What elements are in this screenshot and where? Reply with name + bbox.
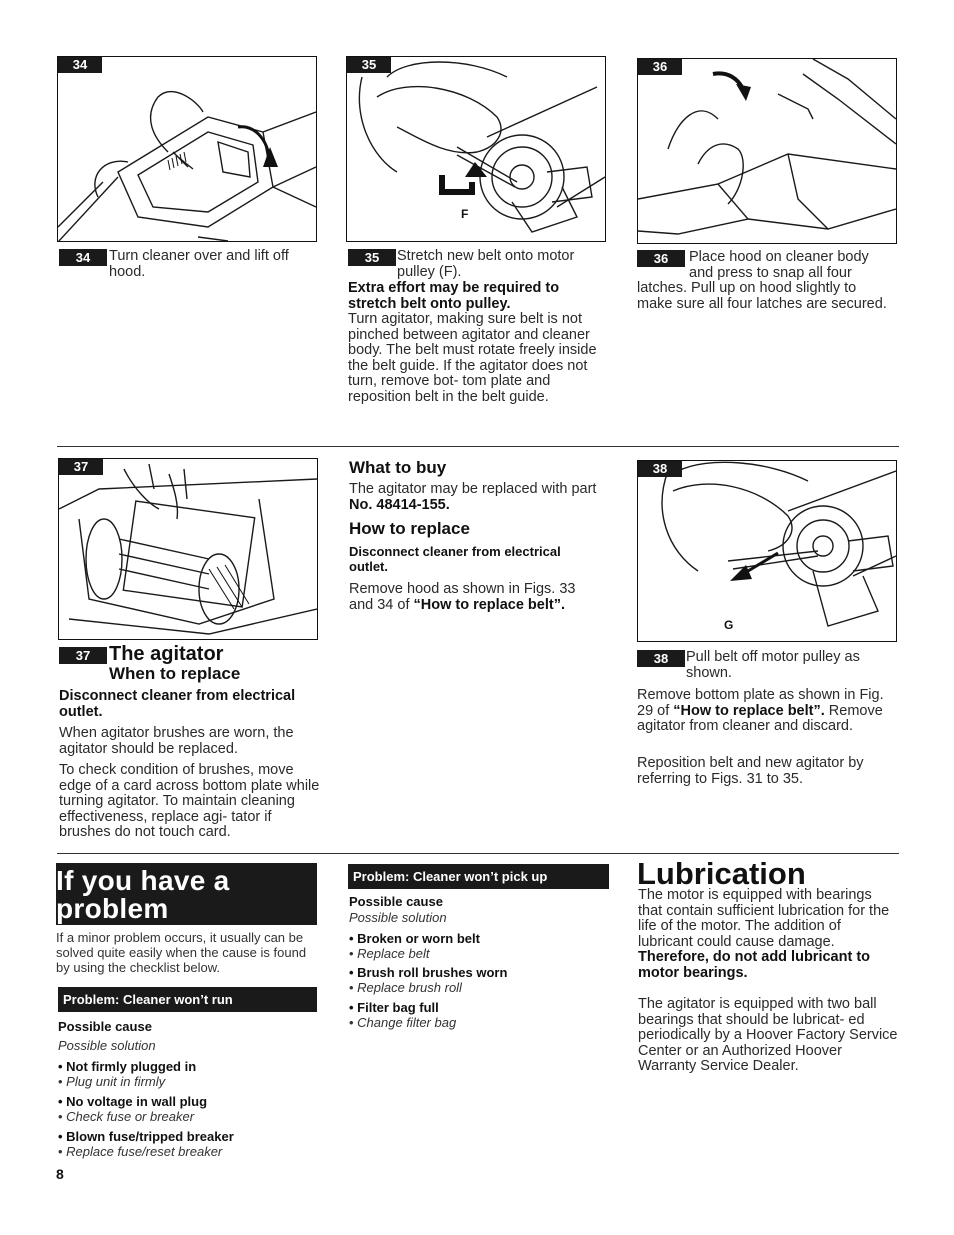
agitator-title: The agitator [109,643,224,665]
run-bullet-1: • [58,1074,67,1089]
figure-number: 35 [347,57,391,73]
figure-38 [637,460,897,642]
caption-34-number: 34 [59,249,107,266]
lubrication-title: Lubrication [637,856,806,891]
motor-pulley-illustration [347,57,605,241]
pick-bullet-1: • [349,946,358,961]
agitator-card-check-illustration [59,459,317,639]
page-number: 8 [56,1166,64,1182]
figure-37 [58,458,318,640]
figure-number: 36 [638,59,682,75]
figure-number: 34 [58,57,102,73]
pick-solution-label: Possible solution [349,910,447,925]
figure-35 [346,56,606,242]
agitator-p1: When agitator brushes are worn, the agitator should be replaced. [59,725,294,757]
figure-34 [57,56,317,242]
run-solution-2: Check fuse or breaker [66,1109,195,1124]
agitator-warning: Disconnect cleaner from electrical outlet. [59,688,296,720]
hood-replacement-illustration [638,59,896,243]
caption-34-text: Turn cleaner over and lift off hood. [109,248,289,280]
caption-36-text: Place hood on cleaner body and press to snap all four latches. Pull up on hood slightly to make sure all four latches are secured. [637,249,887,312]
cleaner-hood-illustration [58,57,316,241]
pick-cause-1: • Broken or worn belt [349,931,480,946]
caption-35-number: 35 [348,249,396,266]
pick-item-1 [349,931,609,961]
problem-intro: If a minor problem occurs, it usually can be solved quite easily when the cause is found by using the checklist below. [56,930,307,975]
run-cause-label: Possible cause [58,1019,152,1034]
caption-35-bold: Extra effort may be required to stretch belt onto pulley. [348,280,560,312]
lubrication-p2: The agitator is equipped with two ball bearings that should be lubricat- ed periodically by a Hoover Factory Service Center or an Authorized Hoover Warranty Service Dealer. [638,996,898,1075]
figure-number: 37 [59,459,103,475]
lubrication-p1 [638,888,896,982]
caption-38-p1 [637,688,895,735]
caption-38-text: Pull belt off motor pulley as shown. [686,649,860,681]
caption-35-text: Stretch new belt onto motor pulley (F). [397,248,575,280]
caption-36-number: 36 [637,250,685,267]
pick-bullet-3: • [349,1015,358,1030]
part-number: No. 48414-155. [349,496,450,513]
section-divider-2 [57,853,899,854]
figure-label-g: G [724,618,734,632]
how-to-replace-text [349,582,599,613]
run-item-2 [58,1094,318,1124]
problem-pick-header: Problem: Cleaner won’t pick up [348,864,609,889]
run-solution-1: Plug unit in firmly [66,1074,166,1089]
what-to-buy-desc: The agitator may be replaced with part [349,481,597,497]
run-bullet-2: • [58,1109,67,1124]
run-cause-3: • Blown fuse/tripped breaker [58,1129,234,1144]
run-bullet-3: • [58,1144,67,1159]
caption-36 [637,250,895,312]
pick-solution-2: Replace brush roll [357,980,462,995]
caption-38-p1b: Remove agitator from cleaner and discard. [637,702,883,735]
figure-label-f: F [461,207,469,221]
caption-38-number: 38 [637,650,685,667]
pick-cause-label: Possible cause [349,894,443,909]
caption-35-rest: Turn agitator, making sure belt is not pinched between agitator and cleaner body. The belt must rotate freely inside the belt guide. If the agitator does not turn, remove bot- tom plate and reposition belt in the belt guide. [348,311,597,405]
run-cause-1: • Not firmly plugged in [58,1059,197,1074]
caption-37-number: 37 [59,647,107,664]
run-item-3 [58,1129,318,1159]
how-to-replace-desc: Remove hood as shown in Figs. 33 and 34 of [349,581,576,613]
how-to-replace-heading: How to replace [349,519,470,538]
caption-38-p1a: Remove bottom plate as shown in Fig. 29 of [637,687,884,719]
how-to-replace-ref: “How to replace belt”. [413,596,565,613]
how-to-replace-warning: Disconnect cleaner from electrical outlet. [349,544,561,574]
problem-title: If you have a problem [56,863,317,925]
what-to-buy-text [349,482,599,513]
agitator-subtitle: When to replace [109,664,241,683]
lubrication-warning: Therefore, do not add lubricant to motor bearings. [638,949,870,981]
lubrication-p1-text: The motor is equipped with bearings that contain sufficient lubrication for the life of the motor. The addition of lubricant could cause damage. [638,887,890,950]
figure-36 [637,58,897,244]
pick-solution-3: Change filter bag [357,1015,457,1030]
pick-item-2 [349,965,609,995]
run-item-1 [58,1059,318,1089]
run-solution-3: Replace fuse/reset breaker [66,1144,223,1159]
run-solution-label: Possible solution [58,1038,156,1053]
pick-bullet-2: • [349,980,358,995]
run-cause-2: • No voltage in wall plug [58,1094,208,1109]
agitator-p2: To check condition of brushes, move edge of a card across bottom plate while turning agitator. To maintain cleaning effectiveness, replace agi- tator if brushes do not touch card. [59,762,320,841]
what-to-buy-heading: What to buy [349,458,447,477]
caption-38-ref: “How to replace belt”. [673,702,825,719]
pick-item-3 [349,1000,609,1030]
pick-solution-1: Replace belt [357,946,430,961]
belt-removal-illustration [638,461,896,641]
pick-cause-3: • Filter bag full [349,1000,439,1015]
figure-number: 38 [638,461,682,477]
section-divider-1 [57,446,899,447]
problem-run-header: Problem: Cleaner won’t run [58,987,317,1012]
pick-cause-2: • Brush roll brushes worn [349,965,508,980]
caption-38-p2: Reposition belt and new agitator by referring to Figs. 31 to 35. [637,755,864,787]
